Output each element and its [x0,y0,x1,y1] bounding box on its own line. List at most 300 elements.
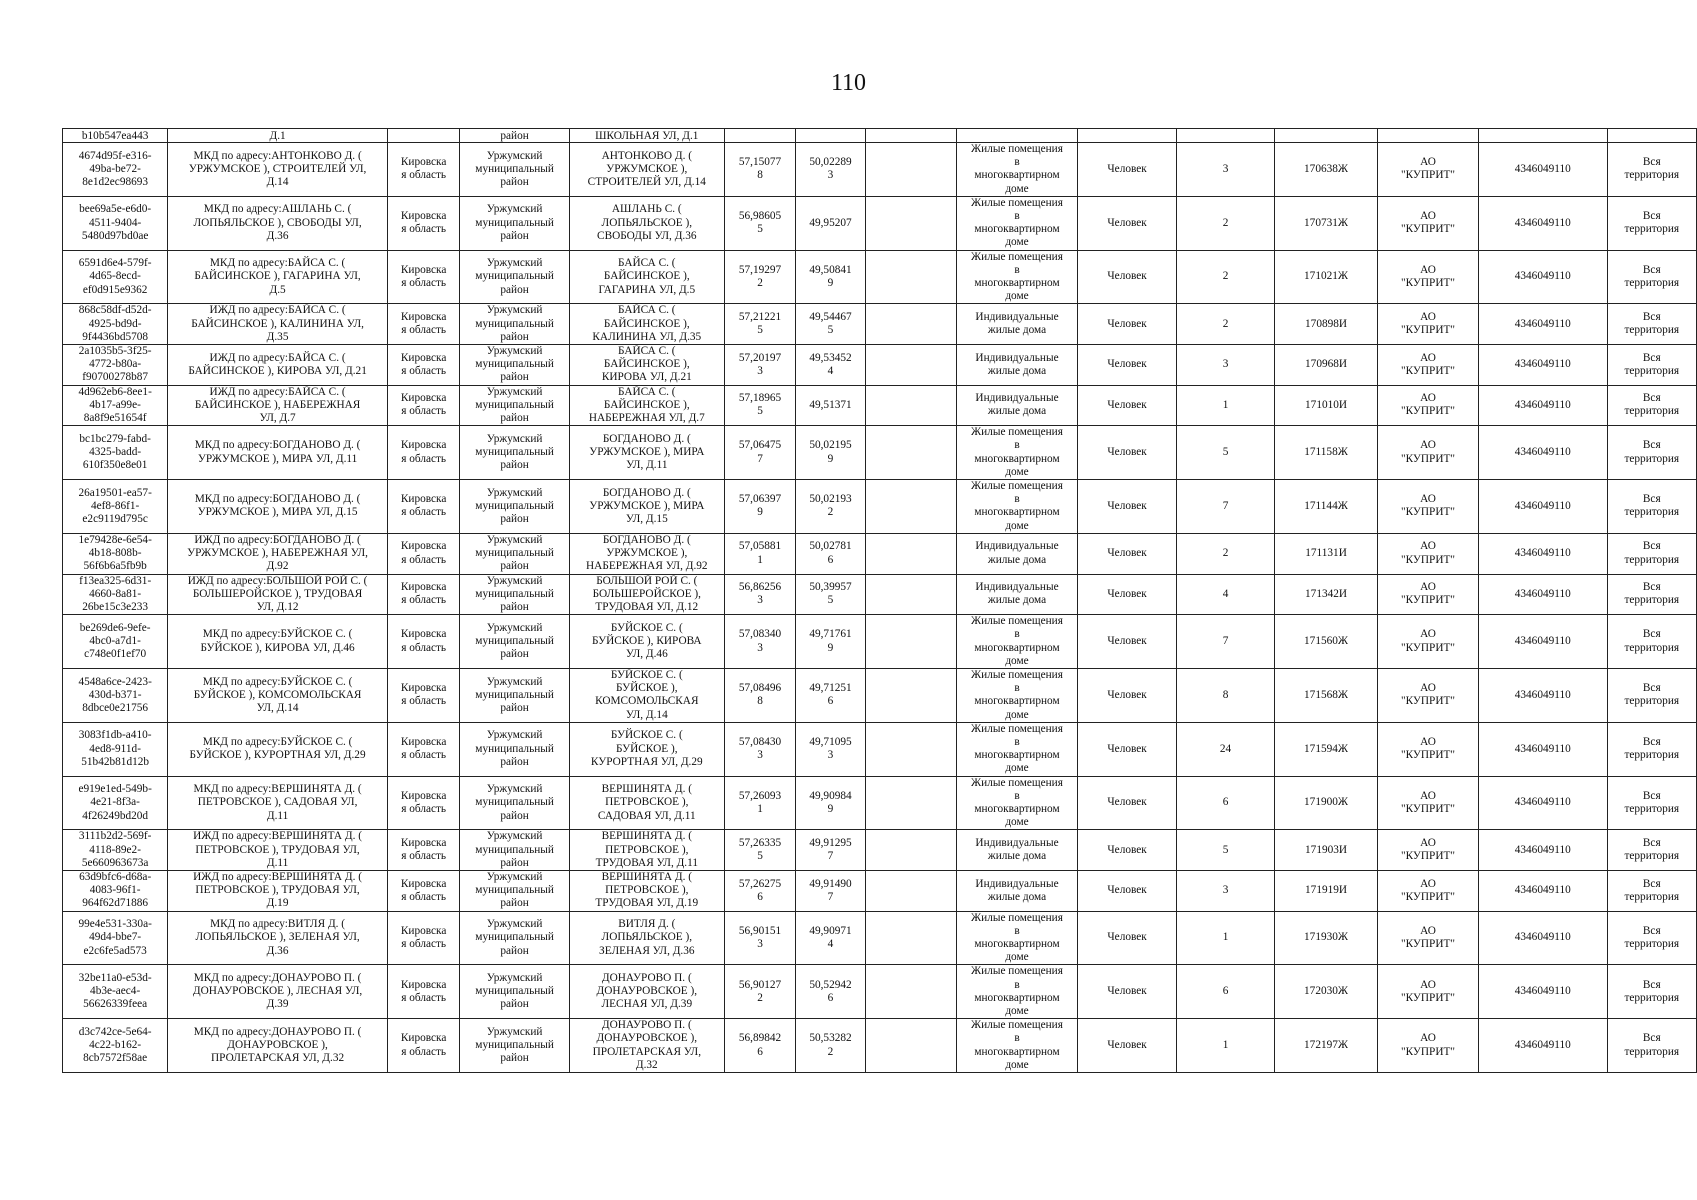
object-id-cell: 99e4e531-330a- 49d4-bbe7- e2c6fe5ad573 [63,911,168,965]
organization-cell: АО "КУПРИТ" [1377,345,1478,386]
code-cell: 170638Ж [1275,143,1378,197]
address-cell: ШКОЛЬНАЯ УЛ, Д.1 [569,129,724,143]
code-cell: 172030Ж [1275,965,1378,1019]
table-row [63,830,1697,871]
object-name-cell: МКД по адресу:БУЙСКОЕ С. ( БУЙСКОЕ ), КИРОВА УЛ, Д.46 [168,615,388,669]
unit-cell: Человек [1078,385,1177,426]
object-name-cell: МКД по адресу:БОГДАНОВО Д. ( УРЖУМСКОЕ ), МИРА УЛ, Д.15 [168,480,388,534]
table-body [63,129,1697,1073]
region-cell: Кировска я область [387,615,460,669]
address-cell: БОЛЬШОЙ РОЙ С. ( БОЛЬШЕРОЙСКОЕ ), ТРУДОВАЯ УЛ, Д.12 [569,574,724,615]
code-cell: 171158Ж [1275,426,1378,480]
empty-cell [865,480,956,534]
inn-cell: 4346049110 [1479,870,1608,911]
object-type-cell: Индивидуальные жилые дома [956,385,1077,426]
region-cell: Кировска я область [387,870,460,911]
table-row [63,870,1697,911]
count-cell: 1 [1176,1019,1274,1073]
address-cell: АНТОНКОВО Д. ( УРЖУМСКОЕ ), СТРОИТЕЛЕЙ УЛ, Д.14 [569,143,724,197]
unit-cell: Человек [1078,533,1177,574]
empty-cell [865,304,956,345]
object-name-cell: МКД по адресу:АНТОНКОВО Д. ( УРЖУМСКОЕ ), СТРОИТЕЛЕЙ УЛ, Д.14 [168,143,388,197]
code-cell: 171131И [1275,533,1378,574]
organization-cell: АО "КУПРИТ" [1377,143,1478,197]
empty-cell [865,776,956,830]
organization-cell [1377,129,1478,143]
organization-cell: АО "КУПРИТ" [1377,426,1478,480]
empty-cell [865,668,956,722]
unit-cell: Человек [1078,965,1177,1019]
address-cell: БУЙСКОЕ С. ( БУЙСКОЕ ), КУРОРТНАЯ УЛ, Д.29 [569,722,724,776]
territory-cell: Вся территория [1607,196,1696,250]
object-type-cell [956,129,1077,143]
organization-cell: АО "КУПРИТ" [1377,304,1478,345]
object-id-cell: 63d9bfc6-d68a- 4083-96f1- 964f62d71886 [63,870,168,911]
code-cell: 171568Ж [1275,668,1378,722]
latitude-cell: 57,26093 1 [724,776,795,830]
district-cell: Уржумский муниципальный район [460,426,569,480]
empty-cell [865,385,956,426]
longitude-cell: 50,53282 2 [796,1019,866,1073]
count-cell: 3 [1176,143,1274,197]
object-id-cell: b10b547ea443 [63,129,168,143]
latitude-cell: 57,06475 7 [724,426,795,480]
table-row [63,574,1697,615]
code-cell: 171930Ж [1275,911,1378,965]
object-name-cell: МКД по адресу:ВЕРШИНЯТА Д. ( ПЕТРОВСКОЕ ), САДОВАЯ УЛ, Д.11 [168,776,388,830]
count-cell: 6 [1176,965,1274,1019]
territory-cell: Вся территория [1607,911,1696,965]
latitude-cell: 57,19297 2 [724,250,795,304]
address-cell: АШЛАНЬ С. ( ЛОПЬЯЛЬСКОЕ ), СВОБОДЫ УЛ, Д.36 [569,196,724,250]
district-cell: Уржумский муниципальный район [460,480,569,534]
empty-cell [865,574,956,615]
object-id-cell: 868c58df-d52d- 4925-bd9d- 9f4436bd5708 [63,304,168,345]
object-name-cell: МКД по адресу:ВИТЛЯ Д. ( ЛОПЬЯЛЬСКОЕ ), ЗЕЛЕНАЯ УЛ, Д.36 [168,911,388,965]
region-cell: Кировска я область [387,965,460,1019]
latitude-cell: 57,05881 1 [724,533,795,574]
count-cell: 4 [1176,574,1274,615]
count-cell [1176,129,1274,143]
object-name-cell: ИЖД по адресу:БАЙСА С. ( БАЙСИНСКОЕ ), НАБЕРЕЖНАЯ УЛ, Д.7 [168,385,388,426]
latitude-cell: 56,89842 6 [724,1019,795,1073]
object-type-cell: Жилые помещения в многоквартирном доме [956,776,1077,830]
unit-cell: Человек [1078,776,1177,830]
inn-cell: 4346049110 [1479,196,1608,250]
object-type-cell: Индивидуальные жилые дома [956,345,1077,386]
unit-cell: Человек [1078,615,1177,669]
object-type-cell: Индивидуальные жилые дома [956,533,1077,574]
code-cell: 170731Ж [1275,196,1378,250]
object-name-cell: МКД по адресу:ДОНАУРОВО П. ( ДОНАУРОВСКОЕ ), ПРОЛЕТАРСКАЯ УЛ, Д.32 [168,1019,388,1073]
object-type-cell: Жилые помещения в многоквартирном доме [956,143,1077,197]
region-cell: Кировска я область [387,722,460,776]
object-type-cell: Жилые помещения в многоквартирном доме [956,911,1077,965]
organization-cell: АО "КУПРИТ" [1377,776,1478,830]
region-cell: Кировска я область [387,830,460,871]
region-cell: Кировска я область [387,574,460,615]
object-type-cell: Жилые помещения в многоквартирном доме [956,965,1077,1019]
organization-cell: АО "КУПРИТ" [1377,668,1478,722]
code-cell: 171900Ж [1275,776,1378,830]
object-type-cell: Жилые помещения в многоквартирном доме [956,250,1077,304]
object-id-cell: bee69a5e-e6d0- 4511-9404- 5480d97bd0ae [63,196,168,250]
table-row [63,911,1697,965]
longitude-cell: 49,91295 7 [796,830,866,871]
page-number: 110 [830,70,867,96]
object-id-cell: 1e79428e-6e54- 4b18-808b- 56f6b6a5fb9b [63,533,168,574]
code-cell: 170898И [1275,304,1378,345]
district-cell: Уржумский муниципальный район [460,870,569,911]
object-id-cell: 3083f1db-a410- 4ed8-911d- 51b42b81d12b [63,722,168,776]
district-cell: Уржумский муниципальный район [460,911,569,965]
inn-cell: 4346049110 [1479,722,1608,776]
inn-cell: 4346049110 [1479,776,1608,830]
table-row [63,345,1697,386]
region-cell: Кировска я область [387,250,460,304]
empty-cell [865,1019,956,1073]
unit-cell: Человек [1078,345,1177,386]
object-type-cell: Индивидуальные жилые дома [956,304,1077,345]
table-row [63,250,1697,304]
organization-cell: АО "КУПРИТ" [1377,870,1478,911]
count-cell: 5 [1176,830,1274,871]
organization-cell: АО "КУПРИТ" [1377,385,1478,426]
territory-cell: Вся территория [1607,830,1696,871]
object-id-cell: 4548a6ce-2423- 430d-b371- 8dbce0e21756 [63,668,168,722]
address-cell: ВЕРШИНЯТА Д. ( ПЕТРОВСКОЕ ), САДОВАЯ УЛ, Д.11 [569,776,724,830]
table-row [63,196,1697,250]
district-cell: Уржумский муниципальный район [460,143,569,197]
region-cell: Кировска я область [387,385,460,426]
object-name-cell: ИЖД по адресу:БОЛЬШОЙ РОЙ С. ( БОЛЬШЕРОЙСКОЕ ), ТРУДОВАЯ УЛ, Д.12 [168,574,388,615]
table-row [63,1019,1697,1073]
latitude-cell: 57,26335 5 [724,830,795,871]
longitude-cell: 50,02193 2 [796,480,866,534]
address-cell: БАЙСА С. ( БАЙСИНСКОЕ ), ГАГАРИНА УЛ, Д.5 [569,250,724,304]
latitude-cell: 57,26275 6 [724,870,795,911]
object-type-cell: Жилые помещения в многоквартирном доме [956,196,1077,250]
object-type-cell: Жилые помещения в многоквартирном доме [956,1019,1077,1073]
object-name-cell: МКД по адресу:ДОНАУРОВО П. ( ДОНАУРОВСКОЕ ), ЛЕСНАЯ УЛ, Д.39 [168,965,388,1019]
latitude-cell: 57,20197 3 [724,345,795,386]
inn-cell: 4346049110 [1479,965,1608,1019]
unit-cell: Человек [1078,830,1177,871]
code-cell: 171144Ж [1275,480,1378,534]
district-cell: Уржумский муниципальный район [460,304,569,345]
territory-cell: Вся территория [1607,870,1696,911]
unit-cell: Человек [1078,304,1177,345]
code-cell: 171919И [1275,870,1378,911]
object-id-cell: 4674d95f-e316- 49ba-be72- 8e1d2ec98693 [63,143,168,197]
district-cell: Уржумский муниципальный район [460,615,569,669]
count-cell: 2 [1176,250,1274,304]
address-cell: ДОНАУРОВО П. ( ДОНАУРОВСКОЕ ), ПРОЛЕТАРСКАЯ УЛ, Д.32 [569,1019,724,1073]
region-cell: Кировска я область [387,143,460,197]
region-cell: Кировска я область [387,668,460,722]
organization-cell: АО "КУПРИТ" [1377,911,1478,965]
object-type-cell: Индивидуальные жилые дома [956,870,1077,911]
table-row [63,143,1697,197]
inn-cell: 4346049110 [1479,345,1608,386]
table-row [63,776,1697,830]
table-row [63,304,1697,345]
count-cell: 2 [1176,196,1274,250]
code-cell: 170968И [1275,345,1378,386]
address-cell: БОГДАНОВО Д. ( УРЖУМСКОЕ ), МИРА УЛ, Д.15 [569,480,724,534]
territory-cell: Вся территория [1607,426,1696,480]
organization-cell: АО "КУПРИТ" [1377,965,1478,1019]
table-row-partial [63,129,1697,143]
object-name-cell: МКД по адресу:БУЙСКОЕ С. ( БУЙСКОЕ ), КОМСОМОЛЬСКАЯ УЛ, Д.14 [168,668,388,722]
code-cell: 172197Ж [1275,1019,1378,1073]
inn-cell: 4346049110 [1479,250,1608,304]
object-type-cell: Жилые помещения в многоквартирном доме [956,480,1077,534]
territory-cell [1607,129,1696,143]
district-cell: Уржумский муниципальный район [460,385,569,426]
territory-cell: Вся территория [1607,722,1696,776]
table-row [63,722,1697,776]
latitude-cell: 57,15077 8 [724,143,795,197]
latitude-cell: 56,90151 3 [724,911,795,965]
empty-cell [865,965,956,1019]
inn-cell: 4346049110 [1479,143,1608,197]
objects-table [62,128,1697,1073]
empty-cell [865,345,956,386]
empty-cell [865,143,956,197]
count-cell: 1 [1176,911,1274,965]
count-cell: 6 [1176,776,1274,830]
empty-cell [865,870,956,911]
table-row [63,533,1697,574]
longitude-cell: 50,02289 3 [796,143,866,197]
table-row [63,615,1697,669]
longitude-cell: 49,91490 7 [796,870,866,911]
territory-cell: Вся территория [1607,668,1696,722]
region-cell [387,129,460,143]
object-id-cell: f13ea325-6d31- 4660-8a81- 26be15c3e233 [63,574,168,615]
district-cell: Уржумский муниципальный район [460,965,569,1019]
address-cell: БУЙСКОЕ С. ( БУЙСКОЕ ), КОМСОМОЛЬСКАЯ УЛ, Д.14 [569,668,724,722]
object-name-cell: ИЖД по адресу:БОГДАНОВО Д. ( УРЖУМСКОЕ ), НАБЕРЕЖНАЯ УЛ, Д.92 [168,533,388,574]
code-cell: 171560Ж [1275,615,1378,669]
object-id-cell: 4d962eb6-8ee1- 4b17-a99e- 8a8f9e51654f [63,385,168,426]
inn-cell: 4346049110 [1479,911,1608,965]
object-id-cell: 2a1035b5-3f25- 4772-b80a- f90700278b87 [63,345,168,386]
district-cell: Уржумский муниципальный район [460,533,569,574]
inn-cell: 4346049110 [1479,830,1608,871]
object-type-cell: Индивидуальные жилые дома [956,574,1077,615]
count-cell: 5 [1176,426,1274,480]
district-cell: Уржумский муниципальный район [460,776,569,830]
table-row [63,480,1697,534]
inn-cell: 4346049110 [1479,385,1608,426]
table-row [63,668,1697,722]
region-cell: Кировска я область [387,911,460,965]
latitude-cell: 57,06397 9 [724,480,795,534]
count-cell: 3 [1176,345,1274,386]
empty-cell [865,196,956,250]
table-row [63,965,1697,1019]
territory-cell: Вся территория [1607,574,1696,615]
longitude-cell: 49,90984 9 [796,776,866,830]
district-cell: район [460,129,569,143]
organization-cell: АО "КУПРИТ" [1377,830,1478,871]
count-cell: 2 [1176,533,1274,574]
code-cell: 171903И [1275,830,1378,871]
empty-cell [865,533,956,574]
longitude-cell: 49,50841 9 [796,250,866,304]
territory-cell: Вся территория [1607,1019,1696,1073]
object-id-cell: d3c742ce-5e64- 4c22-b162- 8cb7572f58ae [63,1019,168,1073]
object-id-cell: be269de6-9efe- 4bc0-a7d1- c748e0f1ef70 [63,615,168,669]
inn-cell: 4346049110 [1479,668,1608,722]
longitude-cell: 49,53452 4 [796,345,866,386]
organization-cell: АО "КУПРИТ" [1377,250,1478,304]
address-cell: ДОНАУРОВО П. ( ДОНАУРОВСКОЕ ), ЛЕСНАЯ УЛ, Д.39 [569,965,724,1019]
object-name-cell: МКД по адресу:БАЙСА С. ( БАЙСИНСКОЕ ), ГАГАРИНА УЛ, Д.5 [168,250,388,304]
region-cell: Кировска я область [387,776,460,830]
code-cell: 171594Ж [1275,722,1378,776]
count-cell: 8 [1176,668,1274,722]
latitude-cell: 56,86256 3 [724,574,795,615]
region-cell: Кировска я область [387,533,460,574]
object-id-cell: 3111b2d2-569f- 4118-89e2- 5e660963673a [63,830,168,871]
object-type-cell: Жилые помещения в многоквартирном доме [956,668,1077,722]
count-cell: 7 [1176,480,1274,534]
latitude-cell: 57,18965 5 [724,385,795,426]
object-name-cell: МКД по адресу:БУЙСКОЕ С. ( БУЙСКОЕ ), КУРОРТНАЯ УЛ, Д.29 [168,722,388,776]
region-cell: Кировска я область [387,196,460,250]
address-cell: БАЙСА С. ( БАЙСИНСКОЕ ), КИРОВА УЛ, Д.21 [569,345,724,386]
unit-cell: Человек [1078,870,1177,911]
object-id-cell: bc1bc279-fabd- 4325-badd- 610f350e8e01 [63,426,168,480]
object-name-cell: ИЖД по адресу:ВЕРШИНЯТА Д. ( ПЕТРОВСКОЕ ), ТРУДОВАЯ УЛ, Д.11 [168,830,388,871]
code-cell: 171021Ж [1275,250,1378,304]
object-name-cell: МКД по адресу:АШЛАНЬ С. ( ЛОПЬЯЛЬСКОЕ ), СВОБОДЫ УЛ, Д.36 [168,196,388,250]
object-name-cell: ИЖД по адресу:ВЕРШИНЯТА Д. ( ПЕТРОВСКОЕ ), ТРУДОВАЯ УЛ, Д.19 [168,870,388,911]
unit-cell: Человек [1078,250,1177,304]
organization-cell: АО "КУПРИТ" [1377,574,1478,615]
count-cell: 7 [1176,615,1274,669]
address-cell: БОГДАНОВО Д. ( УРЖУМСКОЕ ), НАБЕРЕЖНАЯ УЛ, Д.92 [569,533,724,574]
address-cell: БАЙСА С. ( БАЙСИНСКОЕ ), НАБЕРЕЖНАЯ УЛ, Д.7 [569,385,724,426]
district-cell: Уржумский муниципальный район [460,574,569,615]
organization-cell: АО "КУПРИТ" [1377,615,1478,669]
unit-cell: Человек [1078,480,1177,534]
unit-cell: Человек [1078,668,1177,722]
unit-cell: Человек [1078,574,1177,615]
unit-cell: Человек [1078,722,1177,776]
empty-cell [865,722,956,776]
object-id-cell: 26a19501-ea57- 4ef8-86f1- e2c9119d795c [63,480,168,534]
district-cell: Уржумский муниципальный район [460,722,569,776]
object-name-cell: ИЖД по адресу:БАЙСА С. ( БАЙСИНСКОЕ ), КАЛИНИНА УЛ, Д.35 [168,304,388,345]
region-cell: Кировска я область [387,1019,460,1073]
longitude-cell: 49,54467 5 [796,304,866,345]
object-type-cell: Индивидуальные жилые дома [956,830,1077,871]
organization-cell: АО "КУПРИТ" [1377,722,1478,776]
region-cell: Кировска я область [387,345,460,386]
district-cell: Уржумский муниципальный район [460,196,569,250]
inn-cell: 4346049110 [1479,480,1608,534]
empty-cell [865,830,956,871]
longitude-cell: 50,02195 9 [796,426,866,480]
count-cell: 24 [1176,722,1274,776]
territory-cell: Вся территория [1607,345,1696,386]
longitude-cell: 50,39957 5 [796,574,866,615]
object-name-cell: Д.1 [168,129,388,143]
organization-cell: АО "КУПРИТ" [1377,480,1478,534]
territory-cell: Вся территория [1607,615,1696,669]
latitude-cell: 56,90127 2 [724,965,795,1019]
longitude-cell: 50,02781 6 [796,533,866,574]
object-id-cell: e919e1ed-549b- 4e21-8f3a- 4f26249bd20d [63,776,168,830]
longitude-cell: 49,95207 [796,196,866,250]
object-id-cell: 32be11a0-e53d- 4b3e-aec4- 56626339feea [63,965,168,1019]
object-type-cell: Жилые помещения в многоквартирном доме [956,426,1077,480]
address-cell: БУЙСКОЕ С. ( БУЙСКОЕ ), КИРОВА УЛ, Д.46 [569,615,724,669]
longitude-cell: 50,52942 6 [796,965,866,1019]
count-cell: 3 [1176,870,1274,911]
inn-cell [1479,129,1608,143]
region-cell: Кировска я область [387,304,460,345]
inn-cell: 4346049110 [1479,574,1608,615]
unit-cell: Человек [1078,911,1177,965]
district-cell: Уржумский муниципальный район [460,668,569,722]
unit-cell: Человек [1078,1019,1177,1073]
latitude-cell: 57,08496 8 [724,668,795,722]
address-cell: ВЕРШИНЯТА Д. ( ПЕТРОВСКОЕ ), ТРУДОВАЯ УЛ, Д.19 [569,870,724,911]
count-cell: 2 [1176,304,1274,345]
territory-cell: Вся территория [1607,143,1696,197]
code-cell [1275,129,1378,143]
latitude-cell: 57,08430 3 [724,722,795,776]
count-cell: 1 [1176,385,1274,426]
unit-cell: Человек [1078,143,1177,197]
territory-cell: Вся территория [1607,480,1696,534]
organization-cell: АО "КУПРИТ" [1377,533,1478,574]
territory-cell: Вся территория [1607,304,1696,345]
organization-cell: АО "КУПРИТ" [1377,196,1478,250]
object-id-cell: 6591d6e4-579f- 4d65-8ecd- ef0d915e9362 [63,250,168,304]
territory-cell: Вся территория [1607,965,1696,1019]
address-cell: ВИТЛЯ Д. ( ЛОПЬЯЛЬСКОЕ ), ЗЕЛЕНАЯ УЛ, Д.36 [569,911,724,965]
organization-cell: АО "КУПРИТ" [1377,1019,1478,1073]
table-row [63,426,1697,480]
address-cell: ВЕРШИНЯТА Д. ( ПЕТРОВСКОЕ ), ТРУДОВАЯ УЛ, Д.11 [569,830,724,871]
empty-cell [865,129,956,143]
unit-cell [1078,129,1177,143]
empty-cell [865,250,956,304]
district-cell: Уржумский муниципальный район [460,1019,569,1073]
longitude-cell: 49,71761 9 [796,615,866,669]
latitude-cell [724,129,795,143]
inn-cell: 4346049110 [1479,426,1608,480]
unit-cell: Человек [1078,196,1177,250]
longitude-cell: 49,71251 6 [796,668,866,722]
unit-cell: Человек [1078,426,1177,480]
empty-cell [865,911,956,965]
territory-cell: Вся территория [1607,250,1696,304]
latitude-cell: 56,98605 5 [724,196,795,250]
object-name-cell: МКД по адресу:БОГДАНОВО Д. ( УРЖУМСКОЕ ), МИРА УЛ, Д.11 [168,426,388,480]
latitude-cell: 57,08340 3 [724,615,795,669]
region-cell: Кировска я область [387,480,460,534]
territory-cell: Вся территория [1607,776,1696,830]
region-cell: Кировска я область [387,426,460,480]
code-cell: 171010И [1275,385,1378,426]
